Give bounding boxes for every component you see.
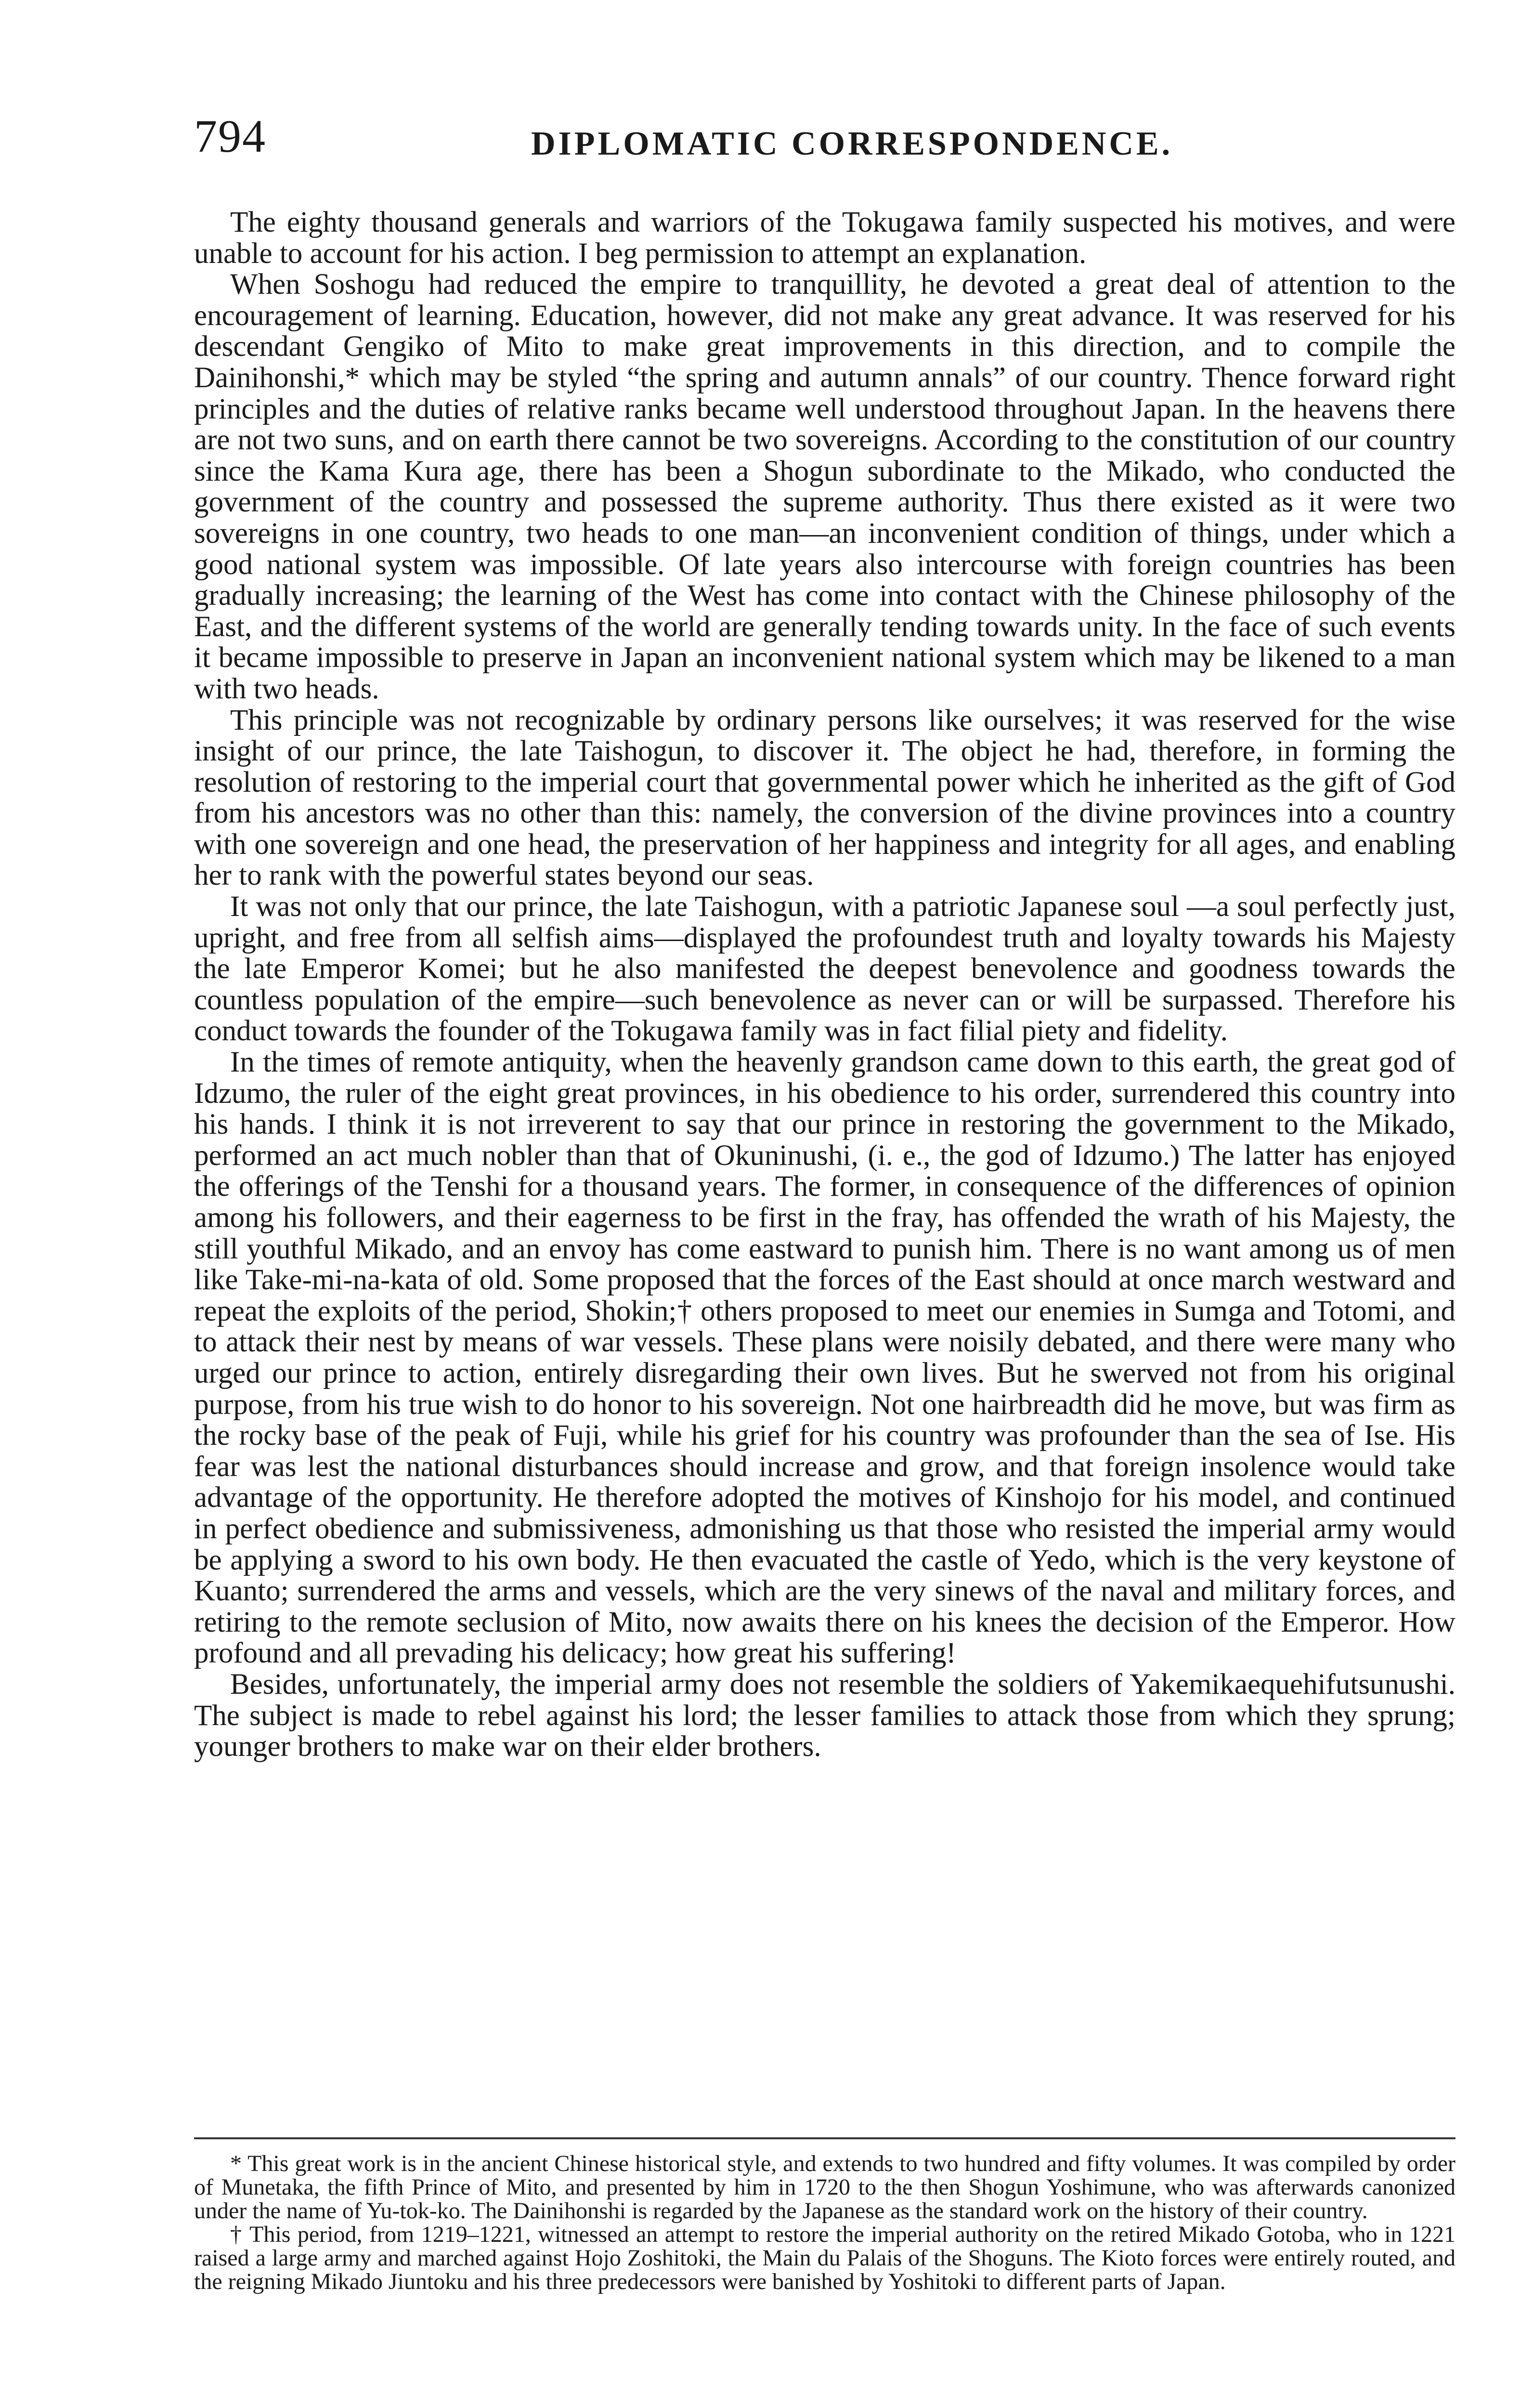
paragraph: In the times of remote antiquity, when the heavenly grandson came down to this earth, the great god of Idzumo, the ruler of the eight great provinces, in his obedience to his order, surrendered this country into his hands. I think it is not irreverent to say that our prince in restoring the government to the Mikado, performed an act much nobler than that of Okuninushi, (i. e., the god of Idzumo.) The latter has enjoyed the offerings of the Tenshi for a thousand years. The former, in consequence of the differences of opinion among his followers, and their eagerness to be first in the fray, has offended the wrath of his Majesty, the still youthful Mikado, and an envoy has come eastward to punish him. There is no want among us of men like Take-mi-na-kata of old. Some proposed that the forces of the East should at once march westward and repeat the exploits of the period, Shokin;† others proposed to meet our enemies in Sumga and Totomi, and to attack their nest by means of war vessels. These plans were noisily debated, and there were many who urged our prince to action, entirely disregarding their own lives. But he swerved not from his original purpose, from his true wish to do honor to his sovereign. Not one hairbreadth did he move, but was firm as the rocky base of the peak of Fuji, while his grief for his country was profounder than the sea of Ise. His fear was lest the national disturbances should increase and grow, and that foreign insolence would take advantage of the opportunity. He therefore adopted the motives of Kinshojo for his model, and continued in perfect obedience and submissiveness, admonishing us that those who resisted the imperial army would be applying a sword to his own body. He then evacuated the castle of Yedo, which is the very keystone of Kuanto; surrendered the arms and vessels, which are the very sinews of the naval and military forces, and retiring to the remote seclusion of Mito, now awaits there on his knees the decision of the Emperor. How profound and all prevading his delicacy; how great his suffering! (194, 1046, 1455, 1670)
paragraph: It was not only that our prince, the late Taishogun, with a patriotic Japanese soul —a soul perfectly just, upright, and free from all selfish aims—displayed the profoundest truth and loyalty towards his Majesty the late Emperor Komei; but he also manifested the deepest benevolence and goodness towards the countless population of the empire—such benevolence as never can or will be surpassed. Therefore his conduct towards the founder of the Tokugawa family was in fact filial piety and fidelity. (194, 890, 1455, 1047)
footnote-divider (194, 2137, 1455, 2139)
body-text (194, 207, 1455, 1763)
paragraph: This principle was not recognizable by ordinary persons like ourselves; it was reserved for the wise insight of our prince, the late Taishogun, to discover it. The object he had, therefore, in forming the resolution of restoring to the imperial court that governmental power which he inherited as the gift of God from his ancestors was no other than this: namely, the conversion of the divine provinces into a country with one sovereign and one head, the preservation of her happiness and integrity for all ages, and enabling her to rank with the powerful states beyond our seas. (194, 704, 1455, 892)
paragraph: The eighty thousand generals and warriors of the Tokugawa family suspected his motives, and were unable to account for his action. I beg permission to attempt an explanation. (194, 206, 1455, 270)
footnote: † This period, from 1219–1221, witnessed an attempt to restore the imperial authority on the retired Mikado Gotoba, who in 1221 raised a large army and marched against Hojo Zoshitoki, the Main du Palais of the Shoguns. The Kioto forces were entirely routed, and the reigning Mikado Jiuntoku and his three predecessors were banished by Yoshitoki to different parts of Japan. (194, 2222, 1455, 2294)
running-head: DIPLOMATIC CORRESPONDENCE. (531, 125, 1173, 162)
paragraph: When Soshogu had reduced the empire to tranquillity, he devoted a great deal of attention to the encouragement of learning. Education, however, did not make any great advance. It was reserved for his descendant Gengiko of Mito to make great improvements in this direction, and to compile the Dainihonshi,* which may be styled “the spring and autumn annals” of our country. Thence forward right principles and the duties of relative ranks became well understood throughout Japan. In the heavens there are not two suns, and on earth there cannot be two sovereigns. According to the constitution of our country since the Kama Kura age, there has been a Shogun subordinate to the Mikado, who conducted the government of the country and possessed the supreme authority. Thus there existed as it were two sovereigns in one country, two heads to one man—an inconvenient condition of things, under which a good national system was impossible. Of late years also intercourse with foreign countries has been gradually increasing; the learning of the West has come into contact with the Chinese philosophy of the East, and the different systems of the world are generally tending towards unity. In the face of such events it became impossible to preserve in Japan an inconvenient national system which may be likened to a man with two heads. (194, 268, 1455, 705)
page-number: 794 (194, 110, 266, 162)
footnotes (194, 2152, 1455, 2293)
paragraph: Besides, unfortunately, the imperial army does not resemble the soldiers of Yakemikaequehifutsunushi. The subject is made to rebel against his lord; the lesser families to attack those from which they sprung; younger brothers to make war on their elder brothers. (194, 1668, 1455, 1763)
footnote: * This great work is in the ancient Chinese historical style, and extends to two hundred and fifty volumes. It was compiled by order of Munetaka, the fifth Prince of Mito, and presented by him in 1720 to the then Shogun Yoshimune, who was afterwards canonized under the name of Yu-tok-ko. The Dainihonshi is regarded by the Japanese as the standard work on the history of their country. (194, 2151, 1455, 2224)
